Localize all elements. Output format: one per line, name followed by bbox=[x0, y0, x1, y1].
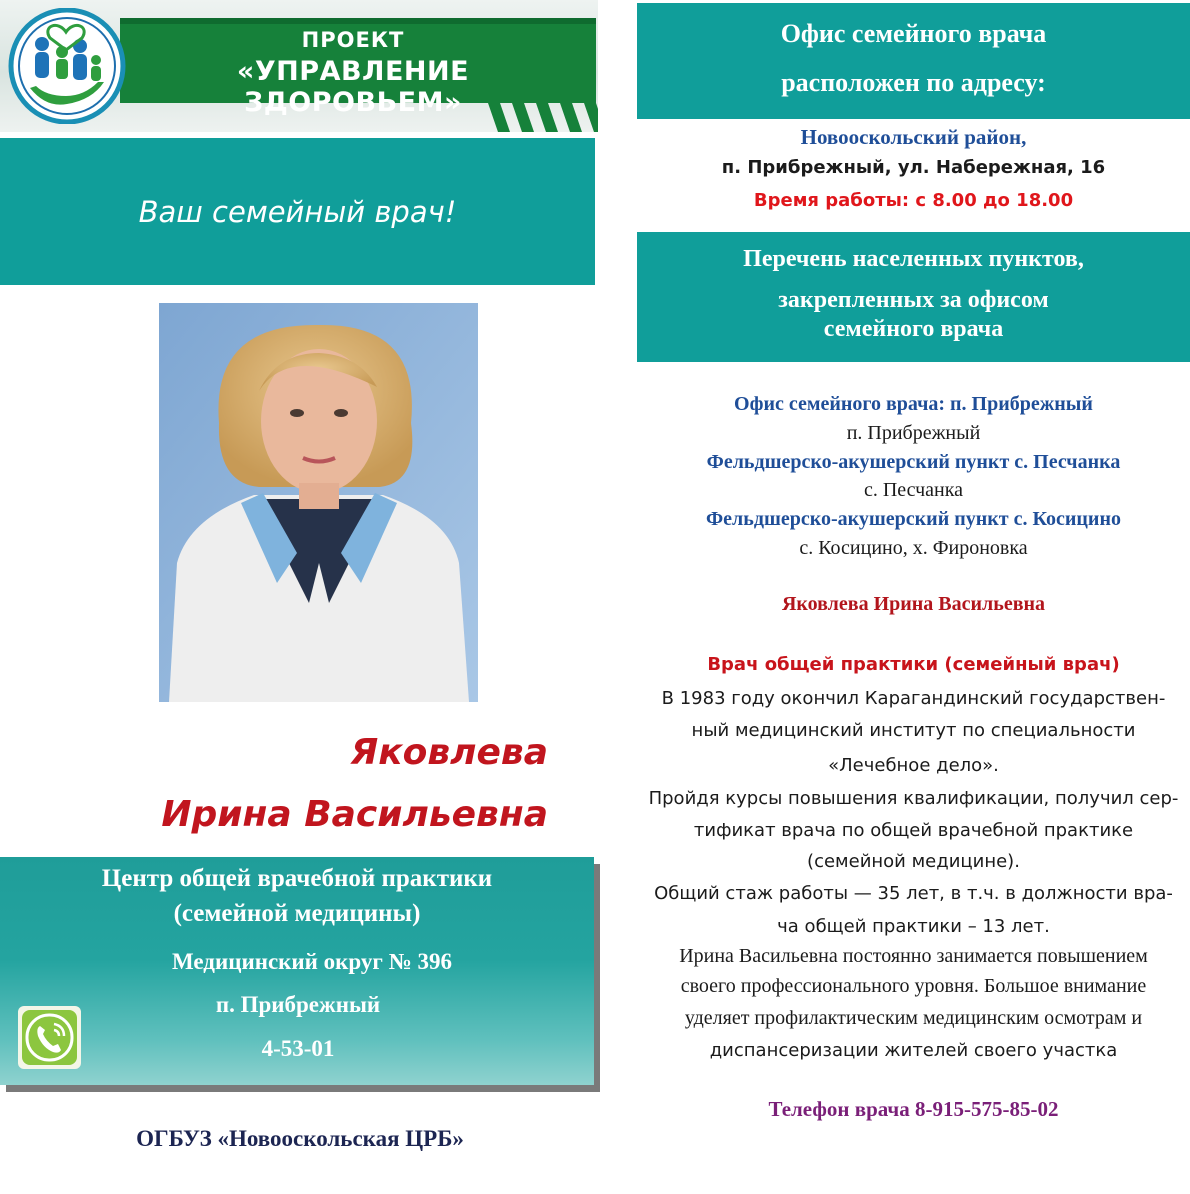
bio-line: Пройдя курсы повышения квалификации, получил сер- bbox=[648, 788, 1179, 809]
settlements-heading-line1: Перечень населенных пунктов, bbox=[743, 246, 1084, 272]
office-hours: Время работы: с 8.00 до 18.00 bbox=[753, 190, 1074, 211]
doctor-name-heading bbox=[160, 722, 548, 846]
list-item-facility: Фельдшерско-акушерский пункт с. Песчанка bbox=[706, 451, 1121, 473]
bio-paragraph-line: уделяет профилактическим медицинским осмотрам и bbox=[684, 1007, 1143, 1029]
doctor-surname: Яковлева bbox=[350, 732, 548, 773]
doctor-phone[interactable]: Телефон врача 8-915-575-85-02 bbox=[768, 1097, 1059, 1121]
center-subtitle: (семейной медицины) bbox=[173, 900, 421, 927]
bio-paragraph-line: диспансеризации жителей своего участка bbox=[709, 1040, 1118, 1061]
bio-doctor-name: Яковлева Ирина Васильевна bbox=[781, 593, 1046, 615]
project-label: ПРОЕКТ bbox=[301, 28, 405, 52]
medical-district: Медицинский округ № 396 bbox=[172, 949, 452, 974]
bio-line: тификат врача по общей врачебной практике bbox=[693, 820, 1134, 841]
bio-position: Врач общей практики (семейный врач) bbox=[707, 654, 1120, 675]
address-heading-line2: расположен по адресу: bbox=[781, 68, 1046, 97]
greeting-text: Ваш семейный врач! bbox=[138, 194, 457, 229]
project-title bbox=[128, 28, 578, 118]
phone-icon bbox=[18, 1006, 81, 1069]
greeting-banner bbox=[0, 138, 595, 285]
project-banner bbox=[0, 0, 598, 132]
doctor-given-names: Ирина Васильевна bbox=[161, 794, 548, 835]
address-heading-line1: Офис семейного врача bbox=[780, 19, 1047, 48]
office-district: Новооскольский район, bbox=[800, 125, 1027, 149]
doctor-photo bbox=[159, 303, 478, 702]
bio-line: ча общей практики – 13 лет. bbox=[777, 916, 1050, 937]
bio-line: (семейной медицине). bbox=[807, 851, 1020, 872]
bio-line: Общий стаж работы — 35 лет, в т.ч. в должности вра- bbox=[654, 883, 1173, 904]
center-phone[interactable]: 4-53-01 bbox=[261, 1036, 335, 1061]
project-name: «УПРАВЛЕНИЕ ЗДОРОВЬЕМ» bbox=[236, 56, 470, 118]
center-settlement: п. Прибрежный bbox=[215, 992, 381, 1017]
bio-line: В 1983 году окончил Карагандинский государствен- bbox=[661, 688, 1166, 709]
address-heading bbox=[637, 3, 1190, 119]
settlements-heading bbox=[637, 232, 1190, 362]
organization-name: ОГБУЗ «Новооскольская ЦРБ» bbox=[136, 1126, 464, 1151]
bio-line: ный медицинский институт по специальности bbox=[691, 720, 1136, 741]
list-item-facility: Офис семейного врача: п. Прибрежный bbox=[734, 393, 1093, 415]
bio-paragraph-line: своего профессионального уровня. Большое внимание bbox=[680, 975, 1147, 997]
bio-paragraph-line: Ирина Васильевна постоянно занимается повышением bbox=[679, 945, 1148, 967]
family-logo-icon bbox=[6, 8, 128, 124]
list-item-facility: Фельдшерско-акушерский пункт с. Косицино bbox=[706, 508, 1121, 530]
settlements-heading-line2: закрепленных за офисом bbox=[778, 287, 1049, 313]
bio-line: «Лечебное дело». bbox=[828, 755, 999, 776]
office-address: п. Прибрежный, ул. Набережная, 16 bbox=[721, 157, 1106, 178]
list-item-places: с. Косицино, х. Фироновка bbox=[799, 537, 1028, 559]
center-info-box bbox=[0, 857, 594, 1085]
list-item-places: п. Прибрежный bbox=[846, 422, 981, 444]
settlements-heading-line3: семейного врача bbox=[823, 316, 1004, 342]
list-item-places: с. Песчанка bbox=[863, 479, 964, 501]
center-title: Центр общей врачебной практики bbox=[101, 865, 493, 892]
